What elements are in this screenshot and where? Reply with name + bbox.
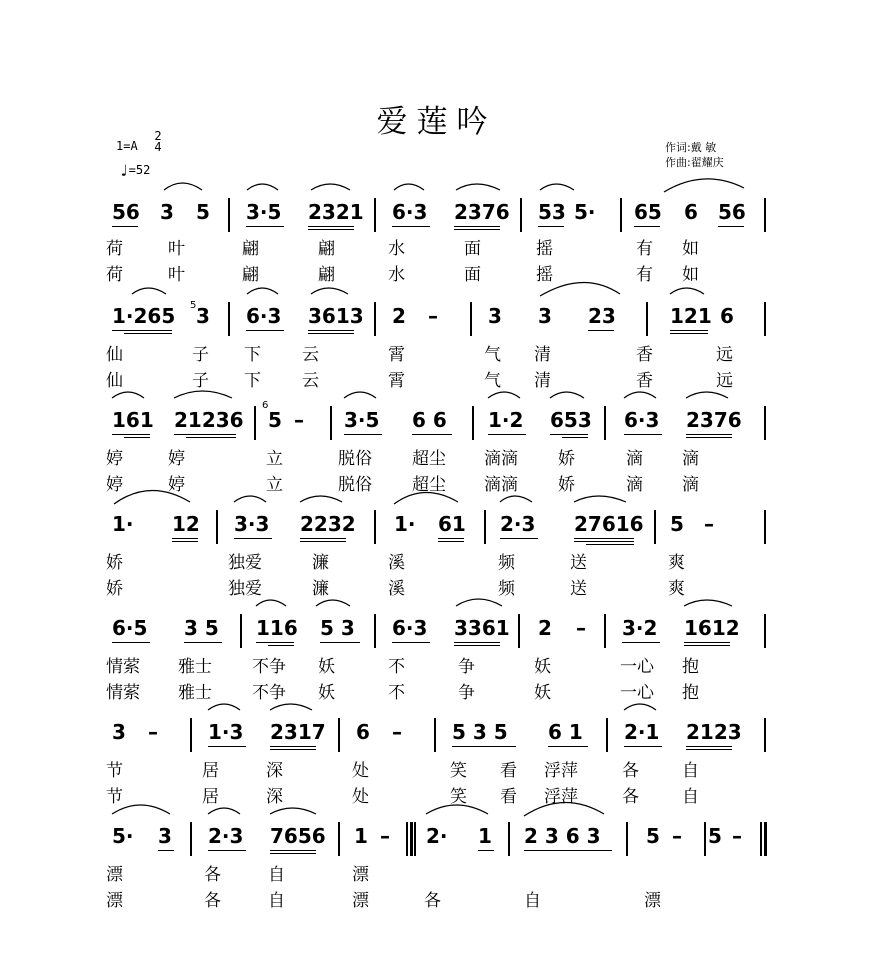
note-group: 1 <box>354 824 368 848</box>
repeat-bar <box>406 822 408 856</box>
bar-line <box>228 302 230 336</box>
note-group: 5· <box>112 824 134 848</box>
note-group: 6 1 <box>548 720 583 744</box>
bar-line <box>764 718 766 752</box>
time-signature <box>152 131 164 153</box>
bar-line <box>338 718 340 752</box>
note-group: 6·5 <box>112 616 148 640</box>
score-row-2 <box>104 300 774 344</box>
note-group: 6 <box>720 304 734 328</box>
note-group: 6 <box>356 720 370 744</box>
note-group: – <box>148 720 158 744</box>
bar-line <box>330 406 332 440</box>
lyrics-verse-1: 荷 叶 翩 翩 水 面 摇 有 如 <box>106 239 699 259</box>
note-group: 23 <box>588 304 616 328</box>
bar-line <box>508 822 510 856</box>
lyrics-verse-2: 节 居 深 处 笑 看 浮萍 各 自 <box>106 787 699 807</box>
time-signature-bottom: 4 <box>154 140 162 154</box>
note-group: 2232 <box>300 512 356 536</box>
bar-line <box>604 406 606 440</box>
note-group: 2· <box>426 824 448 848</box>
composer-credit: 作曲:翟耀庆 <box>665 156 724 169</box>
bar-line <box>518 614 520 648</box>
note-group: 1· <box>112 512 134 536</box>
note-group: – <box>380 824 390 848</box>
lyricist-credit: 作词:戴 敏 <box>665 141 717 154</box>
note-group: 3·2 <box>622 616 658 640</box>
score-row-4 <box>104 508 774 552</box>
note-group: 121 <box>670 304 712 328</box>
lyrics-verse-1: 娇 独爱 濂 溪 频 送 爽 <box>106 553 685 573</box>
bar-line <box>190 718 192 752</box>
bar-line <box>470 302 472 336</box>
bar-line <box>240 614 242 648</box>
bar-line <box>374 198 376 232</box>
bar-line <box>604 614 606 648</box>
note-group: 61 <box>438 512 466 536</box>
note-group: 2376 <box>686 408 742 432</box>
note-group: 5· <box>574 200 596 224</box>
note-group: 5 <box>268 408 282 432</box>
bar-line <box>414 822 416 856</box>
note-group: 1·265 <box>112 304 176 328</box>
tempo-value: =52 <box>128 163 151 177</box>
bar-line <box>374 510 376 544</box>
lyrics-verse-2: 荷 叶 翩 翩 水 面 摇 有 如 <box>106 265 699 285</box>
bar-line <box>190 822 192 856</box>
bar-line <box>434 718 436 752</box>
note-group: 2 3 6 3 <box>524 824 601 848</box>
note-group: 3 <box>196 304 210 328</box>
note-group: – <box>576 616 586 640</box>
bar-line <box>654 510 656 544</box>
note-group: – <box>428 304 438 328</box>
lyrics-verse-1: 仙 子 下 云 霄 气 清 香 远 <box>106 345 733 365</box>
note-group: – <box>294 408 304 432</box>
note-group: 53 <box>538 200 566 224</box>
note-group: 3613 <box>308 304 364 328</box>
note-group: 1 <box>478 824 492 848</box>
bar-line <box>620 198 622 232</box>
note-group: 3 <box>112 720 126 744</box>
note-group: 3361 <box>454 616 510 640</box>
note-group: 6·3 <box>246 304 282 328</box>
note-group: 5 <box>646 824 660 848</box>
note-group: 3 <box>538 304 552 328</box>
bar-line <box>374 302 376 336</box>
note-group: – <box>672 824 682 848</box>
song-title: 爱莲吟 <box>376 104 497 140</box>
note-group: 116 <box>256 616 298 640</box>
lyrics-verse-2: 漂 各 自 漂 各 自 漂 <box>106 891 661 911</box>
score-row-7 <box>104 820 774 864</box>
lyrics-verse-2: 娇 独爱 濂 溪 频 送 爽 <box>106 579 685 599</box>
bar-line <box>484 510 486 544</box>
note-group: 7656 <box>270 824 326 848</box>
lyrics-verse-1: 婷 婷 立 脱俗 超尘 滴滴 娇 滴 滴 <box>106 449 699 469</box>
note-group: 3 <box>488 304 502 328</box>
note-group: 3 5 <box>184 616 219 640</box>
score-row-3 <box>104 400 774 448</box>
note-group: 3 <box>160 200 174 224</box>
note-group: 6 <box>684 200 698 224</box>
key-signature: 1=A <box>116 139 138 153</box>
note-group: 6·3 <box>392 616 428 640</box>
bar-line <box>626 822 628 856</box>
bar-line <box>764 198 766 232</box>
note-group: 5 <box>708 824 722 848</box>
note-group: 2123 <box>686 720 742 744</box>
note-group: 2376 <box>454 200 510 224</box>
note-group: – <box>732 824 742 848</box>
bar-line <box>606 718 608 752</box>
note-group: 3 <box>158 824 172 848</box>
bar-line <box>254 406 256 440</box>
lyrics-verse-1: 漂 各 自 漂 <box>106 865 369 885</box>
note-group: 1·3 <box>208 720 244 744</box>
bar-line <box>764 302 766 336</box>
note-group: 6 6 <box>412 408 447 432</box>
score-row-5 <box>104 612 774 656</box>
note-group: 3·3 <box>234 512 270 536</box>
bar-line <box>216 510 218 544</box>
bar-line <box>374 614 376 648</box>
note-group: 2317 <box>270 720 326 744</box>
bar-line <box>764 510 766 544</box>
note-group: 56 <box>112 200 140 224</box>
bar-line <box>704 822 706 856</box>
note-group: 27616 <box>574 512 644 536</box>
repeat-bar-thick <box>410 822 413 856</box>
note-group: 21236 <box>174 408 244 432</box>
note-group: 3·5 <box>246 200 282 224</box>
note-group: 5 3 5 <box>452 720 508 744</box>
note-group: 1· <box>394 512 416 536</box>
grace-note: 6 <box>262 400 269 411</box>
note-group: 65 <box>634 200 662 224</box>
bar-line <box>472 406 474 440</box>
grace-note: 5 <box>190 300 197 311</box>
final-bar-thick <box>764 822 767 856</box>
note-group: 1612 <box>684 616 740 640</box>
lyrics-verse-1: 情萦 雅士 不争 妖 不 争 妖 一心 抱 <box>106 657 699 677</box>
note-group: 12 <box>172 512 200 536</box>
bar-line <box>338 822 340 856</box>
time-signature-top: 2 <box>154 129 162 143</box>
note-group: 2 <box>538 616 552 640</box>
note-group: 56 <box>718 200 746 224</box>
note-group: 2·1 <box>624 720 660 744</box>
lyrics-verse-2: 情萦 雅士 不争 妖 不 争 妖 一心 抱 <box>106 683 699 703</box>
lyrics-verse-2: 仙 子 下 云 霄 气 清 香 远 <box>106 371 733 391</box>
quarter-note-icon: ♩ <box>119 161 129 180</box>
bar-line <box>228 198 230 232</box>
bar-line <box>764 406 766 440</box>
note-group: 5 <box>196 200 210 224</box>
note-group: 161 <box>112 408 154 432</box>
note-group: 2·3 <box>208 824 244 848</box>
note-group: 5 <box>670 512 684 536</box>
note-group: 2·3 <box>500 512 536 536</box>
lyrics-verse-1: 节 居 深 处 笑 看 浮萍 各 自 <box>106 761 699 781</box>
note-group: 653 <box>550 408 592 432</box>
note-group: 6·3 <box>624 408 660 432</box>
note-group: 3·5 <box>344 408 380 432</box>
final-bar <box>760 822 762 856</box>
bar-line <box>646 302 648 336</box>
note-group: – <box>392 720 402 744</box>
note-group: 6·3 <box>392 200 428 224</box>
bar-line <box>764 614 766 648</box>
score-row-6 <box>104 716 774 760</box>
lyrics-verse-2: 婷 婷 立 脱俗 超尘 滴滴 娇 滴 滴 <box>106 475 699 495</box>
note-group: 2 <box>392 304 406 328</box>
note-group: – <box>704 512 714 536</box>
note-group: 5 3 <box>320 616 355 640</box>
note-group: 1·2 <box>488 408 524 432</box>
note-group: 2321 <box>308 200 364 224</box>
credits <box>665 140 724 170</box>
bar-line <box>520 198 522 232</box>
